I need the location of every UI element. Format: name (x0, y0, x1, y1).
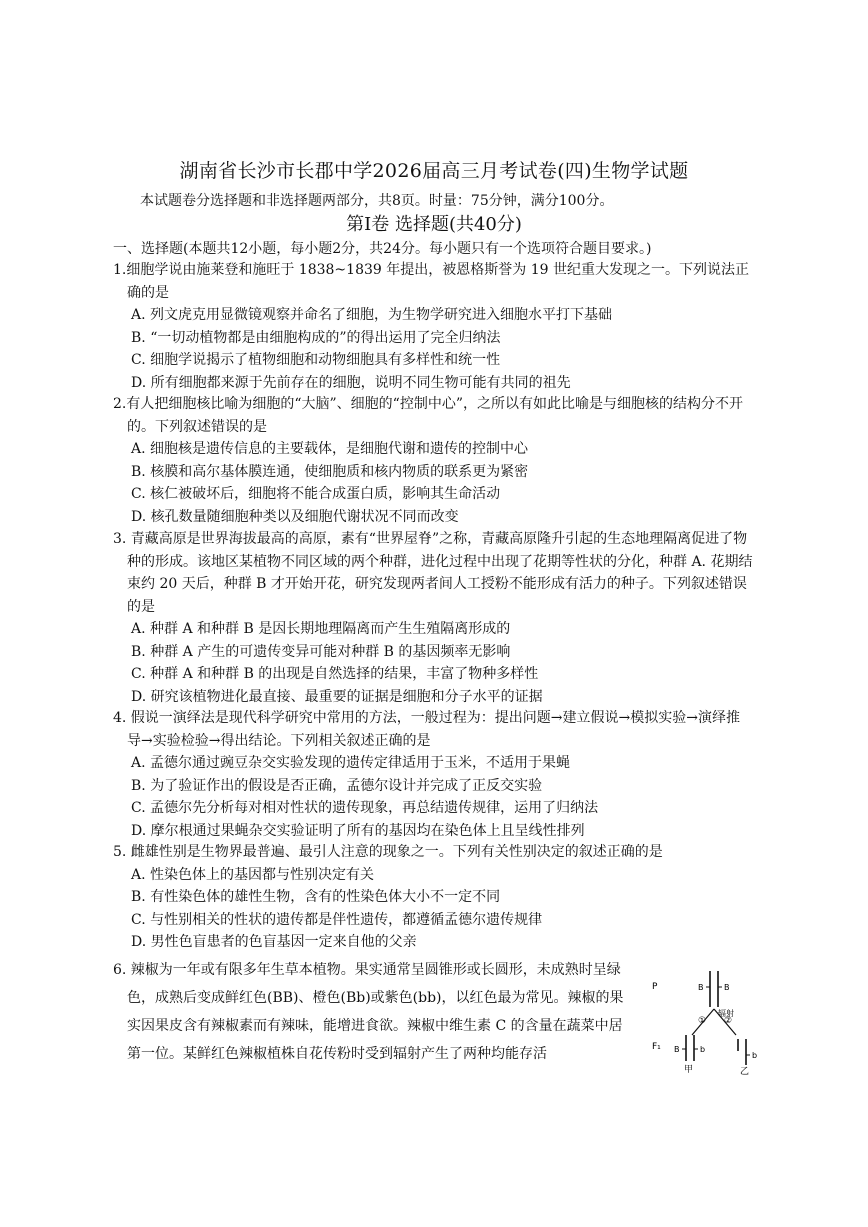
option-c: C. 细胞学说揭示了植物细胞和动物细胞具有多样性和统一性 (131, 352, 501, 368)
option-d: D. 所有细胞都来源于先前存在的细胞，说明不同生物可能有共同的祖先 (131, 374, 571, 391)
p-label: P (652, 982, 658, 992)
question-stem: 5. 雌雄性别是生物界最普遍、最引人注意的现象之一。下列有关性别决定的叙述正确的是 (113, 844, 663, 860)
allele-label: b (700, 1045, 706, 1054)
allele-label: B (698, 983, 704, 992)
question-3 (113, 528, 753, 708)
exam-intro: 本试题卷分选择题和非选择题两部分，共8页。时量：75分钟，满分100分。 (140, 193, 614, 209)
option-a: A. 种群 A 和种群 B 是因长期地理隔离而产生生殖隔离形成的 (131, 621, 511, 637)
option-b: B. 种群 A 产生的可遗传变异可能对种群 B 的基因频率无影响 (131, 643, 511, 660)
radiation-label: 辐射 (718, 1009, 734, 1018)
page-title: 湖南省长沙市长郡中学2026届高三月考试卷(四)生物学试题 (179, 160, 689, 182)
question-4 (113, 707, 753, 842)
question-stem: 3. 青藏高原是世界海拔最高的高原，素有“世界屋脊”之称，青藏高原隆升引起的生态地理隔离促进了物种的形成。该地区某植物不同区域的两个种群，进化过程中出现了花期等性状的分化，种群 A. 花期结束约 20 天后，种群 B 才开始开花，研究发现两者间人工授粉不能形成有活力的种子。下列叙述错误的是 (113, 531, 753, 615)
section-heading: 第Ⅰ卷 选择题(共40分) (346, 214, 522, 235)
option-b: B. 为了验证作出的假设是否正确，孟德尔设计并完成了正反交实验 (131, 777, 543, 794)
left-name-label: 甲 (684, 1065, 694, 1075)
question-stem: 1.细胞学说由施莱登和施旺于 1838~1839 年提出，被恩格斯誉为 19 世纪重大发现之一。下列说法正确的是 (113, 262, 749, 301)
option-d: D. 男性色盲患者的色盲基因一定来自他的父亲 (131, 934, 417, 950)
question-stem: 6. 辣椒为一年或有限多年生草本植物。果实通常呈圆锥形或长圆形，未成熟时呈绿色，成熟后变成鲜红色(BB)、橙色(Bb)或紫色(bb)，以红色最为常见。辣椒的果实因果皮含有辣椒素而有辣味，能增进食欲。辣椒中维生素 C 的含量在蔬菜中居第一位。某鲜红色辣椒植株自花传粉时受到辐射产生了两种均能存活 (113, 962, 624, 1062)
option-c: C. 核仁被破坏后，细胞将不能合成蛋白质，影响其生命活动 (131, 486, 501, 502)
question-stem: 2.有人把细胞核比喻为细胞的“大脑”、细胞的“控制中心”，之所以有如此比喻是与细胞核的结构分不开的。下列叙述错误的是 (113, 396, 743, 435)
f1-label: F₁ (652, 1042, 661, 1052)
arrow-2-label: ② (724, 1016, 733, 1026)
option-a: A. 细胞核是遗传信息的主要载体，是细胞代谢和遗传的控制中心 (131, 441, 529, 457)
option-b: B. 核膜和高尔基体膜连通，使细胞质和核内物质的联系更为紧密 (131, 463, 529, 480)
allele-label: B (724, 983, 730, 992)
option-d: D. 研究该植物进化最直接、最重要的证据是细胞和分子水平的证据 (131, 688, 543, 705)
question-stem: 4. 假说一演绎法是现代科学研究中常用的方法，一般过程为：提出问题→建立假说→模拟实验→演绎推导→实验检验→得出结论。下列相关叙述正确的是 (113, 710, 740, 749)
part-heading: 一、选择题(本题共12小题，每小题2分，共24分。每小题只有一个选项符合题目要求。) (113, 241, 652, 257)
question-2 (113, 393, 753, 528)
option-d: D. 摩尔根通过果蝇杂交实验证明了所有的基因均在染色体上且呈线性排列 (131, 822, 585, 839)
option-c: C. 与性别相关的性状的遗传都是伴性遗传，都遵循孟德尔遗传规律 (131, 911, 543, 928)
allele-label: b (752, 1051, 758, 1060)
arrow-1-label: ① (698, 1016, 707, 1026)
right-name-label: 乙 (740, 1067, 750, 1075)
allele-label: B (674, 1045, 680, 1054)
chromosome-diagram (648, 965, 778, 1075)
option-b: B. “一切动植物都是由细胞构成的”的得出运用了完全归纳法 (131, 329, 501, 346)
option-c: C. 孟德尔先分析每对相对性状的遗传现象，再总结遗传规律，运用了归纳法 (131, 800, 599, 816)
option-d: D. 核孔数量随细胞种类以及细胞代谢状况不同而改变 (131, 508, 459, 525)
option-a: A. 性染色体上的基因都与性别决定有关 (131, 866, 375, 883)
question-5 (113, 841, 753, 954)
question-1 (113, 259, 753, 394)
question-6 (113, 956, 633, 1068)
option-c: C. 种群 A 和种群 B 的出现是自然选择的结果，丰富了物种多样性 (131, 666, 539, 682)
option-b: B. 有性染色体的雄性生物，含有的性染色体大小不一定不同 (131, 889, 501, 905)
option-a: A. 孟德尔通过豌豆杂交实验发现的遗传定律适用于玉米，不适用于果蝇 (131, 755, 571, 771)
option-a: A. 列文虎克用显微镜观察并命名了细胞，为生物学研究进入细胞水平打下基础 (131, 307, 613, 323)
